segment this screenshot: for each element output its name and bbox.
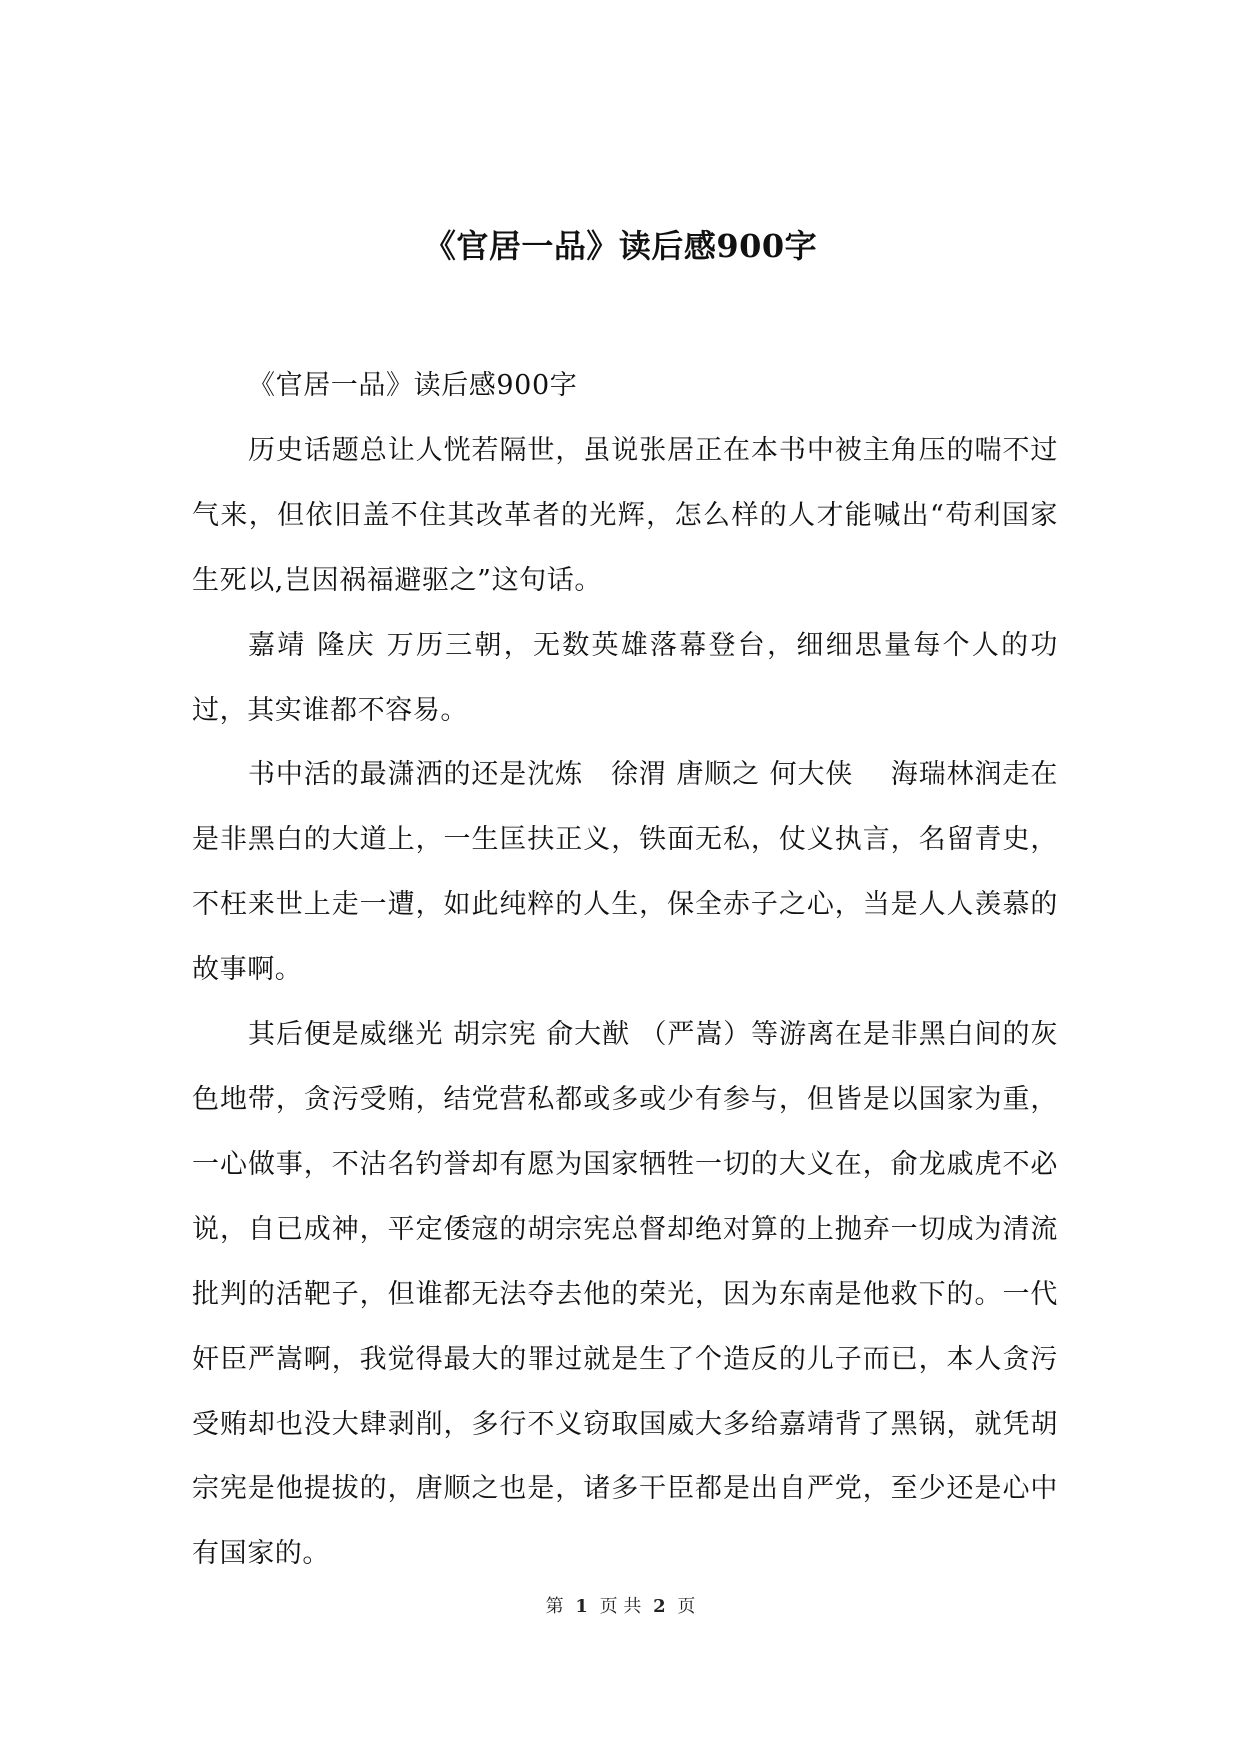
paragraph: 历史话题总让人恍若隔世，虽说张居正在本书中被主角压的喘不过气来，但依旧盖不住其改革者的光辉，怎么样的人才能喊出“苟利国家生死以,岂因祸福避驱之”这句话。	[192, 434, 1058, 596]
footer-middle: 页 共	[599, 1596, 642, 1617]
paragraph: 嘉靖 隆庆 万历三朝，无数英雄落幕登台，细细思量每个人的功过，其实谁都不容易。	[192, 629, 1058, 726]
document-title: 《官居一品》读后感900字	[423, 227, 818, 265]
total-pages-number: 2	[653, 1596, 666, 1617]
paragraph: 其后便是威继光 胡宗宪 俞大猷 （严嵩）等游离在是非黑白间的灰色地带，贪污受贿，结党营私都或多或少有参与，但皆是以国家为重，一心做事，不沽名钓誉却有愿为国家牺牲一切的大义在，俞龙戚虎不必说，自已成神，平定倭寇的胡宗宪总督却绝对算的上抛弃一切成为清流批判的活靶子，但谁都无法夺去他的荣光，因为东南是他救下的。一代奸臣严嵩啊，我觉得最大的罪过就是生了个造反的儿子而已，本人贪污受贿却也没大肆剥削，多行不义窃取国威大多给嘉靖背了黑锅，就凭胡宗宪是他提拔的，唐顺之也是，诸多干臣都是出自严党，至少还是心中有国家的。	[192, 1019, 1058, 1570]
current-page-number: 1	[575, 1596, 588, 1617]
document-body	[192, 354, 1058, 1587]
paragraph: 《官居一品》读后感900字	[248, 370, 578, 401]
paragraph: 书中活的最潇洒的还是沈炼 徐渭 唐顺之 何大侠 海瑞林润走在是非黑白的大道上，一生匡扶正义，铁面无私，仗义执言，名留青史，不枉来世上走一遭，如此纯粹的人生，保全赤子之心，当是人人羡慕的故事啊。	[192, 759, 1058, 986]
footer-suffix: 页	[677, 1596, 696, 1617]
footer-prefix: 第	[545, 1596, 564, 1617]
page-footer	[0, 1594, 1241, 1620]
